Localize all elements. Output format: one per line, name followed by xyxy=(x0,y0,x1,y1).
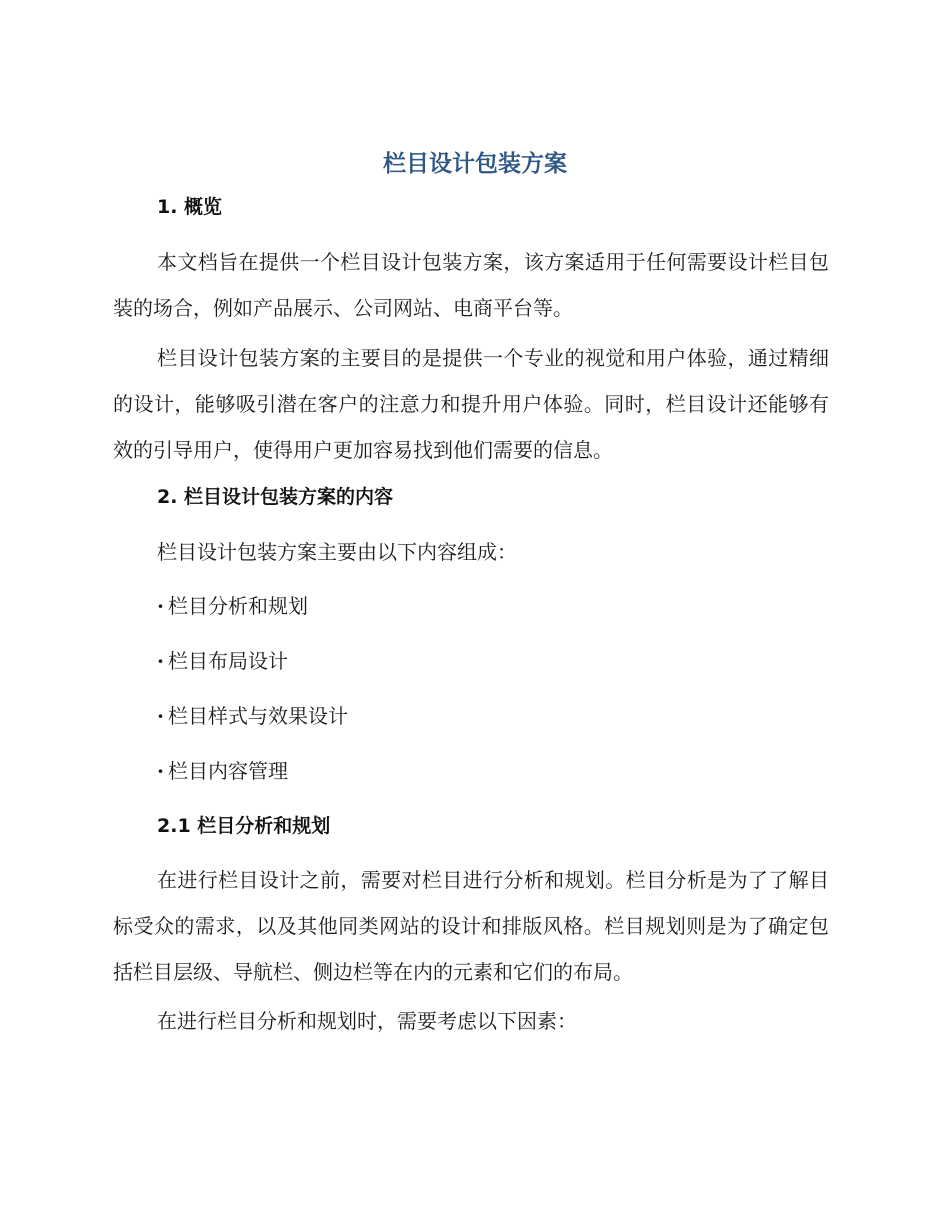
section-2-1-paragraph-1: 在进行栏目设计之前，需要对栏目进行分析和规划。栏目分析是为了了解目标受众的需求，以及其他同类网站的设计和排版风格。栏目规划则是为了确定包括栏目层级、导航栏、侧边栏等在内的元素和它们的布局。 xyxy=(113,868,829,984)
bullet-marker: · xyxy=(157,759,164,783)
section-2-1-paragraph-2: 在进行栏目分析和规划时，需要考虑以下因素： xyxy=(157,1009,577,1033)
section-2-1-heading: 2.1 栏目分析和规划 xyxy=(157,815,331,837)
section-2-intro: 栏目设计包装方案主要由以下内容组成： xyxy=(157,540,517,564)
section-1-paragraph-1: 本文档旨在提供一个栏目设计包装方案，该方案适用于任何需要设计栏目包装的场合，例如产品展示、公司网站、电商平台等。 xyxy=(113,250,829,320)
list-item xyxy=(157,702,348,730)
list-item xyxy=(157,592,308,620)
section-1-paragraph-2: 栏目设计包装方案的主要目的是提供一个专业的视觉和用户体验，通过精细的设计，能够吸引潜在客户的注意力和提升用户体验。同时，栏目设计还能够有效的引导用户，使得用户更加容易找到他们需要的信息。 xyxy=(113,346,829,462)
list-item-label: 栏目布局设计 xyxy=(168,649,288,673)
list-item-label: 栏目样式与效果设计 xyxy=(168,704,348,728)
list-item xyxy=(157,757,288,785)
list-item xyxy=(157,647,288,675)
list-item-label: 栏目内容管理 xyxy=(168,759,288,783)
bullet-marker: · xyxy=(157,649,164,673)
section-1-heading: 1. 概览 xyxy=(157,196,223,218)
list-item-label: 栏目分析和规划 xyxy=(168,594,308,618)
document-title: 栏目设计包装方案 xyxy=(383,151,567,177)
section-2-heading: 2. 栏目设计包装方案的内容 xyxy=(157,486,394,508)
bullet-marker: · xyxy=(157,704,164,728)
bullet-marker: · xyxy=(157,594,164,618)
